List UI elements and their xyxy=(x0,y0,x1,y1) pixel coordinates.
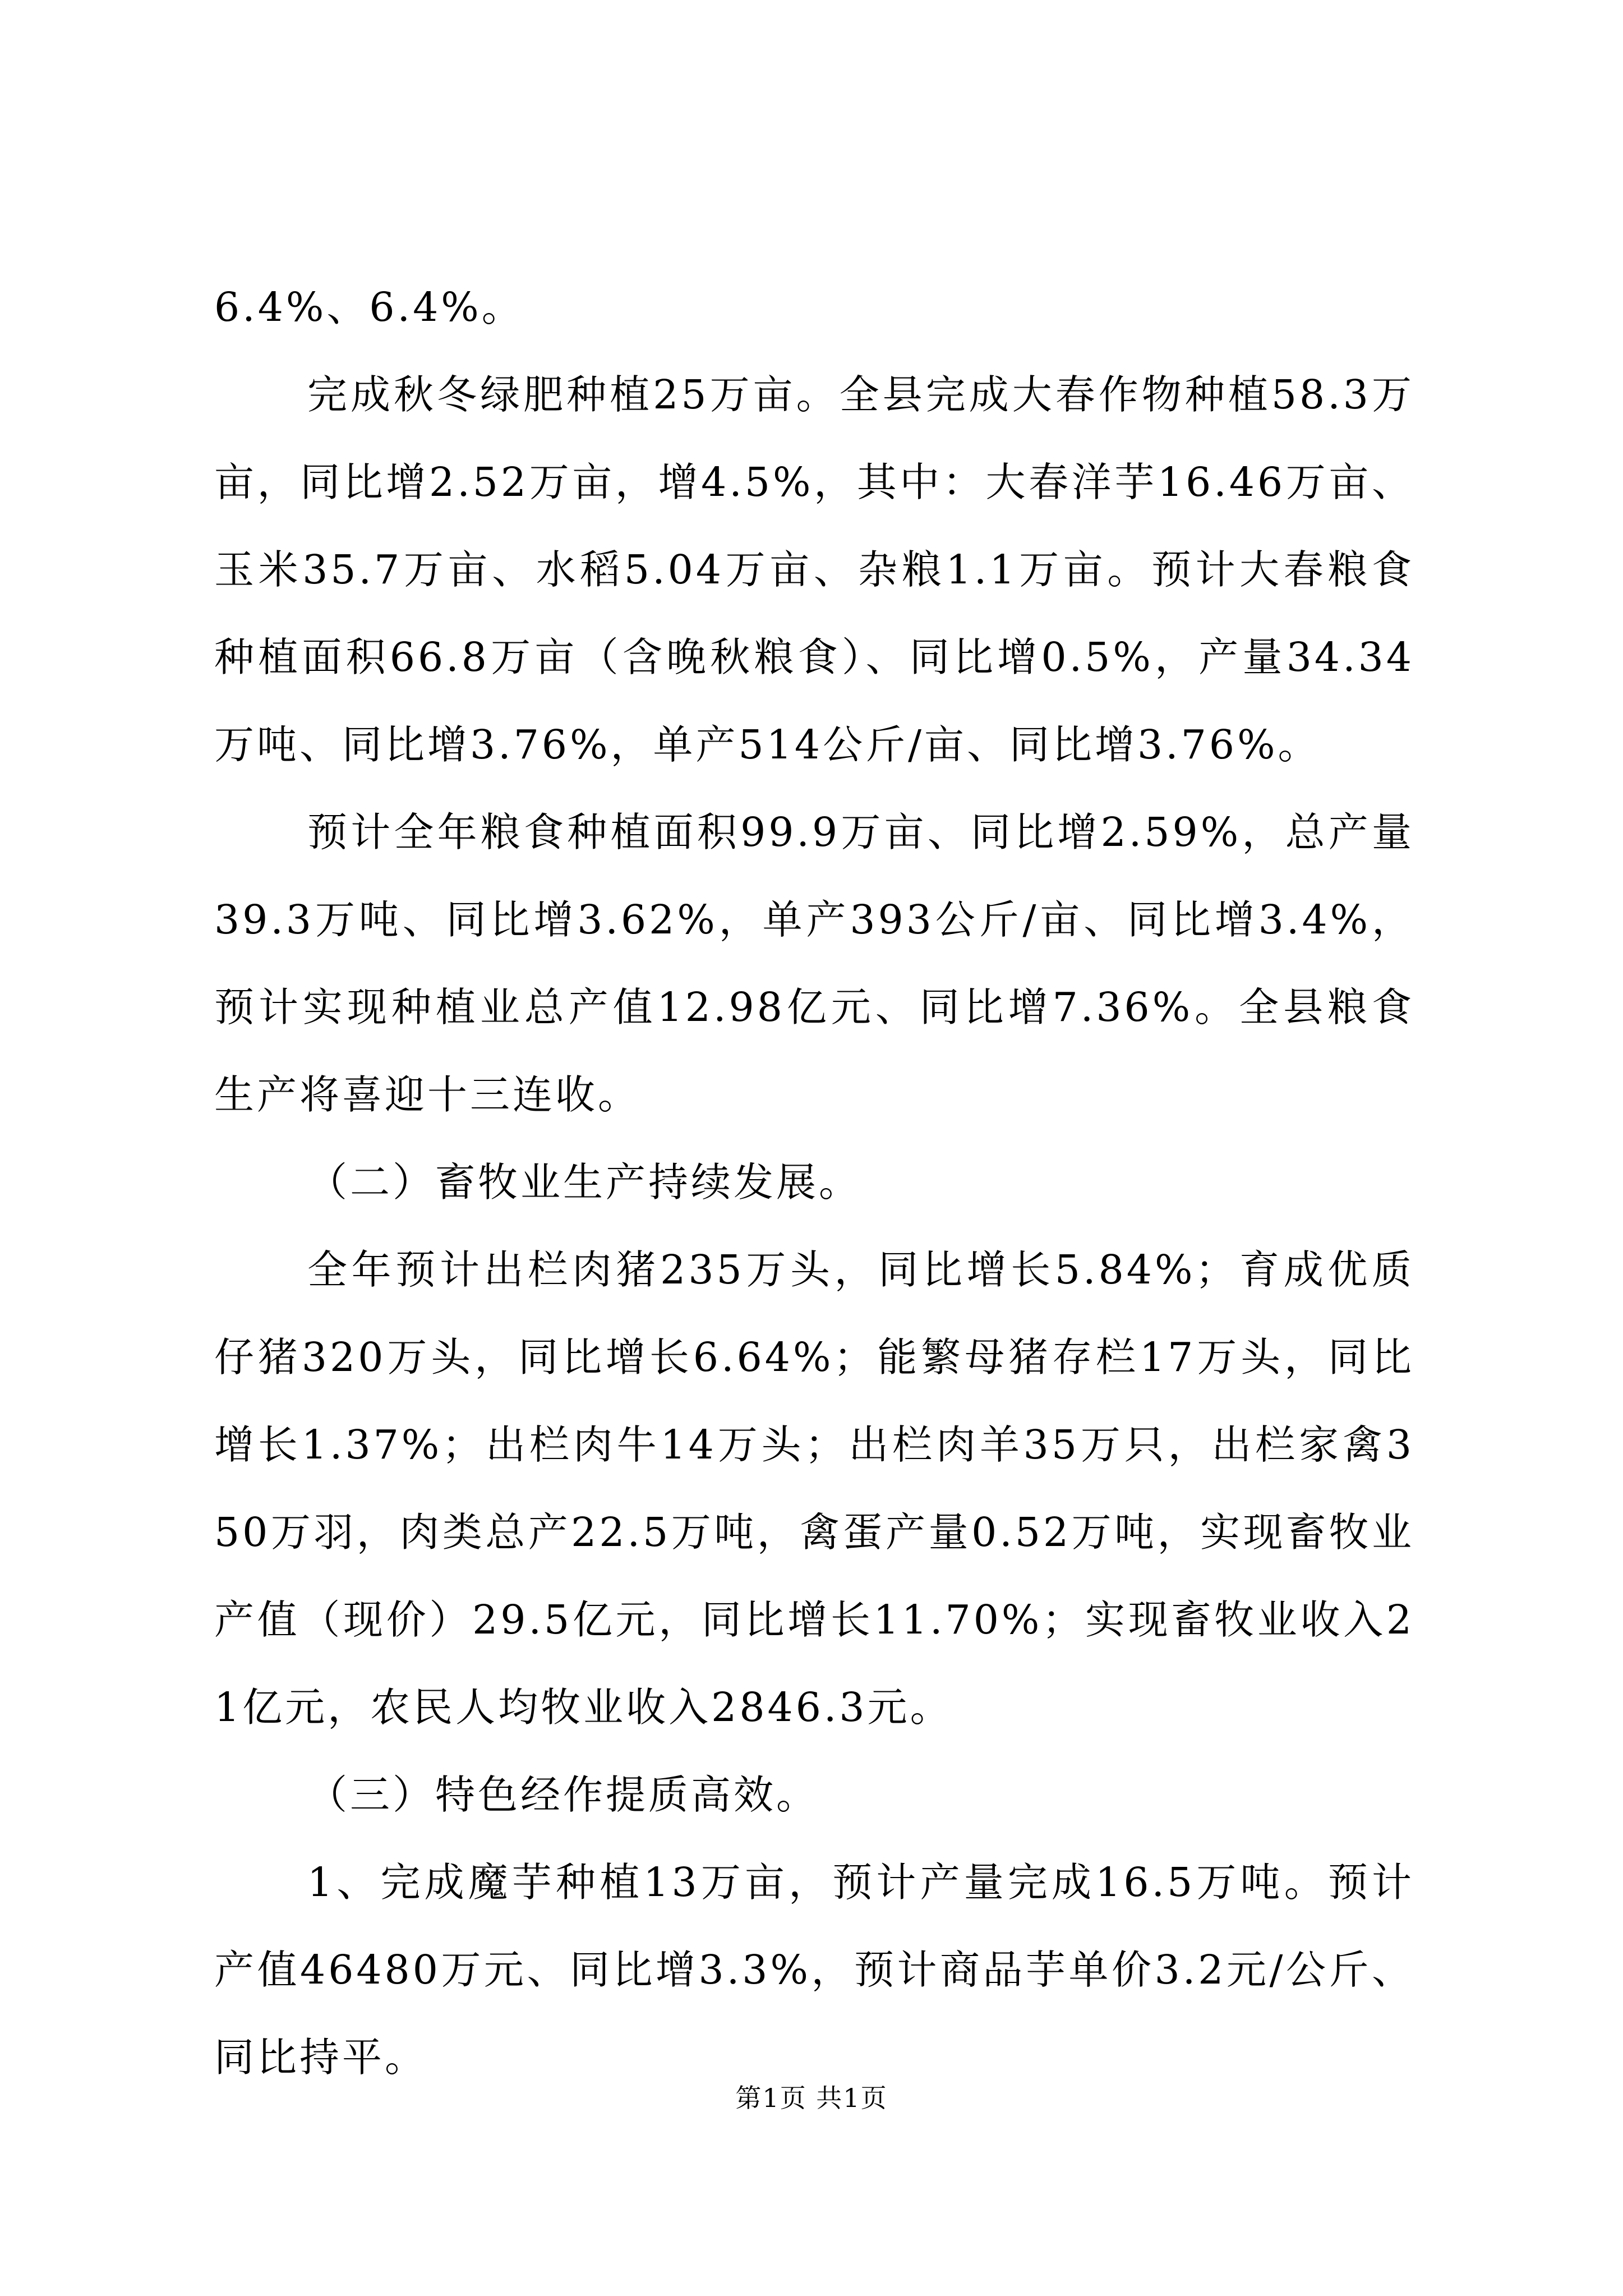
paragraph-livestock-output: 全年预计出栏肉猪235万头，同比增长5.84%；育成优质仔猪320万头，同比增长6.64%；能繁母猪存栏17万头，同比增长1.37%；出栏肉牛14万头；出栏肉羊35万只，出栏家禽350万羽，肉类总产22.5万吨，禽蛋产量0.52万吨，实现畜牧业产值（现价）29.5亿元，同比增长11.70%；实现畜牧业收入21亿元，农民人均牧业收入2846.3元。 xyxy=(214,1246,1414,1731)
paragraph-konjac-planting: 1、完成魔芋种植13万亩，预计产量完成16.5万吨。预计产值46480万元、同比增3.3%，预计商品芋单价3.2元/公斤、同比持平。 xyxy=(214,1859,1414,2081)
paragraph-green-manure-spring-crops: 完成秋冬绿肥种植25万亩。全县完成大春作物种植58.3万亩，同比增2.52万亩，增4.5%，其中：大春洋芋16.46万亩、玉米35.7万亩、水稻5.04万亩、杂粮1.1万亩。预计大春粮食种植面积66.8万亩（含晚秋粮食）、同比增0.5%，产量34.34万吨、同比增3.76%，单产514公斤/亩、同比增3.76%。 xyxy=(214,371,1414,768)
section-heading-livestock: （二）畜牧业生产持续发展。 xyxy=(307,1159,862,1205)
paragraph-continuation: 6.4%、6.4%。 xyxy=(214,284,524,330)
section-heading-specialty-crops: （三）特色经作提质高效。 xyxy=(307,1772,819,1818)
document-body xyxy=(214,264,1414,2101)
paragraph-annual-grain-forecast: 预计全年粮食种植面积99.9万亩、同比增2.59%，总产量39.3万吨、同比增3.62%，单产393公斤/亩、同比增3.4%，预计实现种植业总产值12.98亿元、同比增7.36%。全县粮食生产将喜迎十三连收。 xyxy=(214,809,1414,1118)
page-footer: 第1页 共1页 xyxy=(735,2083,888,2113)
